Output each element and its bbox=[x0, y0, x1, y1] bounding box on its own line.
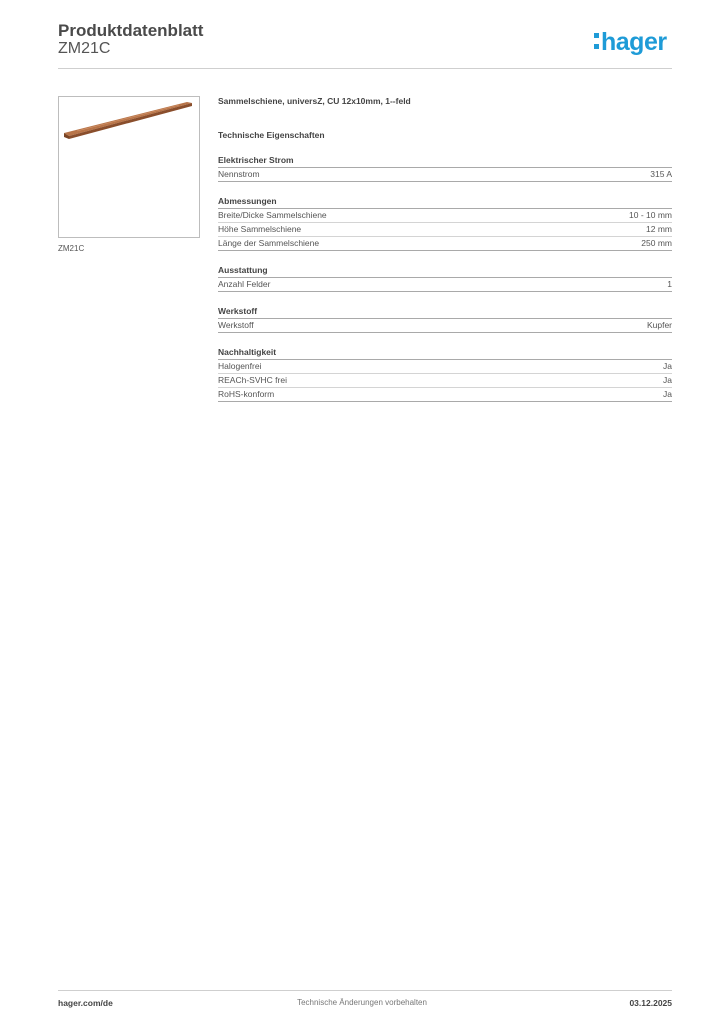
property-row bbox=[218, 319, 672, 333]
group-heading: Elektrischer Strom bbox=[218, 154, 672, 168]
property-group bbox=[218, 264, 672, 292]
property-row bbox=[218, 374, 672, 388]
property-row bbox=[218, 223, 672, 237]
group-heading: Nachhaltigkeit bbox=[218, 346, 672, 360]
property-value: Ja bbox=[663, 375, 672, 385]
hager-logo bbox=[594, 28, 667, 56]
group-heading: Abmessungen bbox=[218, 195, 672, 209]
product-description: Sammelschiene, universZ, CU 12x10mm, 1--feld bbox=[218, 96, 411, 106]
property-row bbox=[218, 360, 672, 374]
section-title: Technische Eigenschaften bbox=[218, 130, 325, 140]
property-value: 10 - 10 mm bbox=[629, 210, 672, 220]
property-row bbox=[218, 278, 672, 292]
busbar-illustration bbox=[59, 97, 199, 237]
group-heading: Ausstattung bbox=[218, 264, 672, 278]
property-label: Anzahl Felder bbox=[218, 279, 271, 289]
property-label: Halogenfrei bbox=[218, 361, 262, 371]
footer-date: 03.12.2025 bbox=[629, 998, 672, 1008]
product-details bbox=[218, 94, 672, 402]
footer-notice: Technische Änderungen vorbehalten bbox=[297, 998, 427, 1007]
property-label: Nennstrom bbox=[218, 169, 260, 179]
property-value: 315 A bbox=[650, 169, 672, 179]
property-value: Ja bbox=[663, 361, 672, 371]
property-value: Ja bbox=[663, 389, 672, 399]
page-title: Produktdatenblatt bbox=[58, 21, 204, 40]
property-value: Kupfer bbox=[646, 320, 672, 330]
property-groups bbox=[218, 154, 672, 402]
property-group bbox=[218, 346, 672, 402]
property-group bbox=[218, 154, 672, 182]
product-image bbox=[58, 96, 200, 238]
logo-colon-mark bbox=[594, 32, 599, 50]
image-caption: ZM21C bbox=[58, 244, 85, 253]
property-row bbox=[218, 168, 672, 182]
product-code: ZM21C bbox=[58, 40, 111, 57]
property-value: 12 mm bbox=[646, 224, 672, 234]
property-row bbox=[218, 237, 672, 251]
property-value: 1 bbox=[667, 279, 672, 289]
property-label: RoHS-konform bbox=[218, 389, 275, 399]
footer-divider bbox=[58, 990, 672, 991]
property-label: Werkstoff bbox=[218, 320, 254, 330]
property-group bbox=[218, 305, 672, 333]
property-group bbox=[218, 195, 672, 251]
property-row bbox=[218, 209, 672, 223]
footer-website: hager.com/de bbox=[58, 998, 113, 1008]
property-label: Länge der Sammelschiene bbox=[218, 238, 320, 248]
group-heading: Werkstoff bbox=[218, 305, 672, 319]
property-value: 250 mm bbox=[641, 238, 672, 248]
property-label: Höhe Sammelschiene bbox=[218, 224, 302, 234]
property-label: Breite/Dicke Sammelschiene bbox=[218, 210, 327, 220]
property-label: REACh-SVHC frei bbox=[218, 375, 287, 385]
header-divider bbox=[58, 68, 672, 69]
logo-text: hager bbox=[601, 28, 667, 56]
property-row bbox=[218, 388, 672, 402]
